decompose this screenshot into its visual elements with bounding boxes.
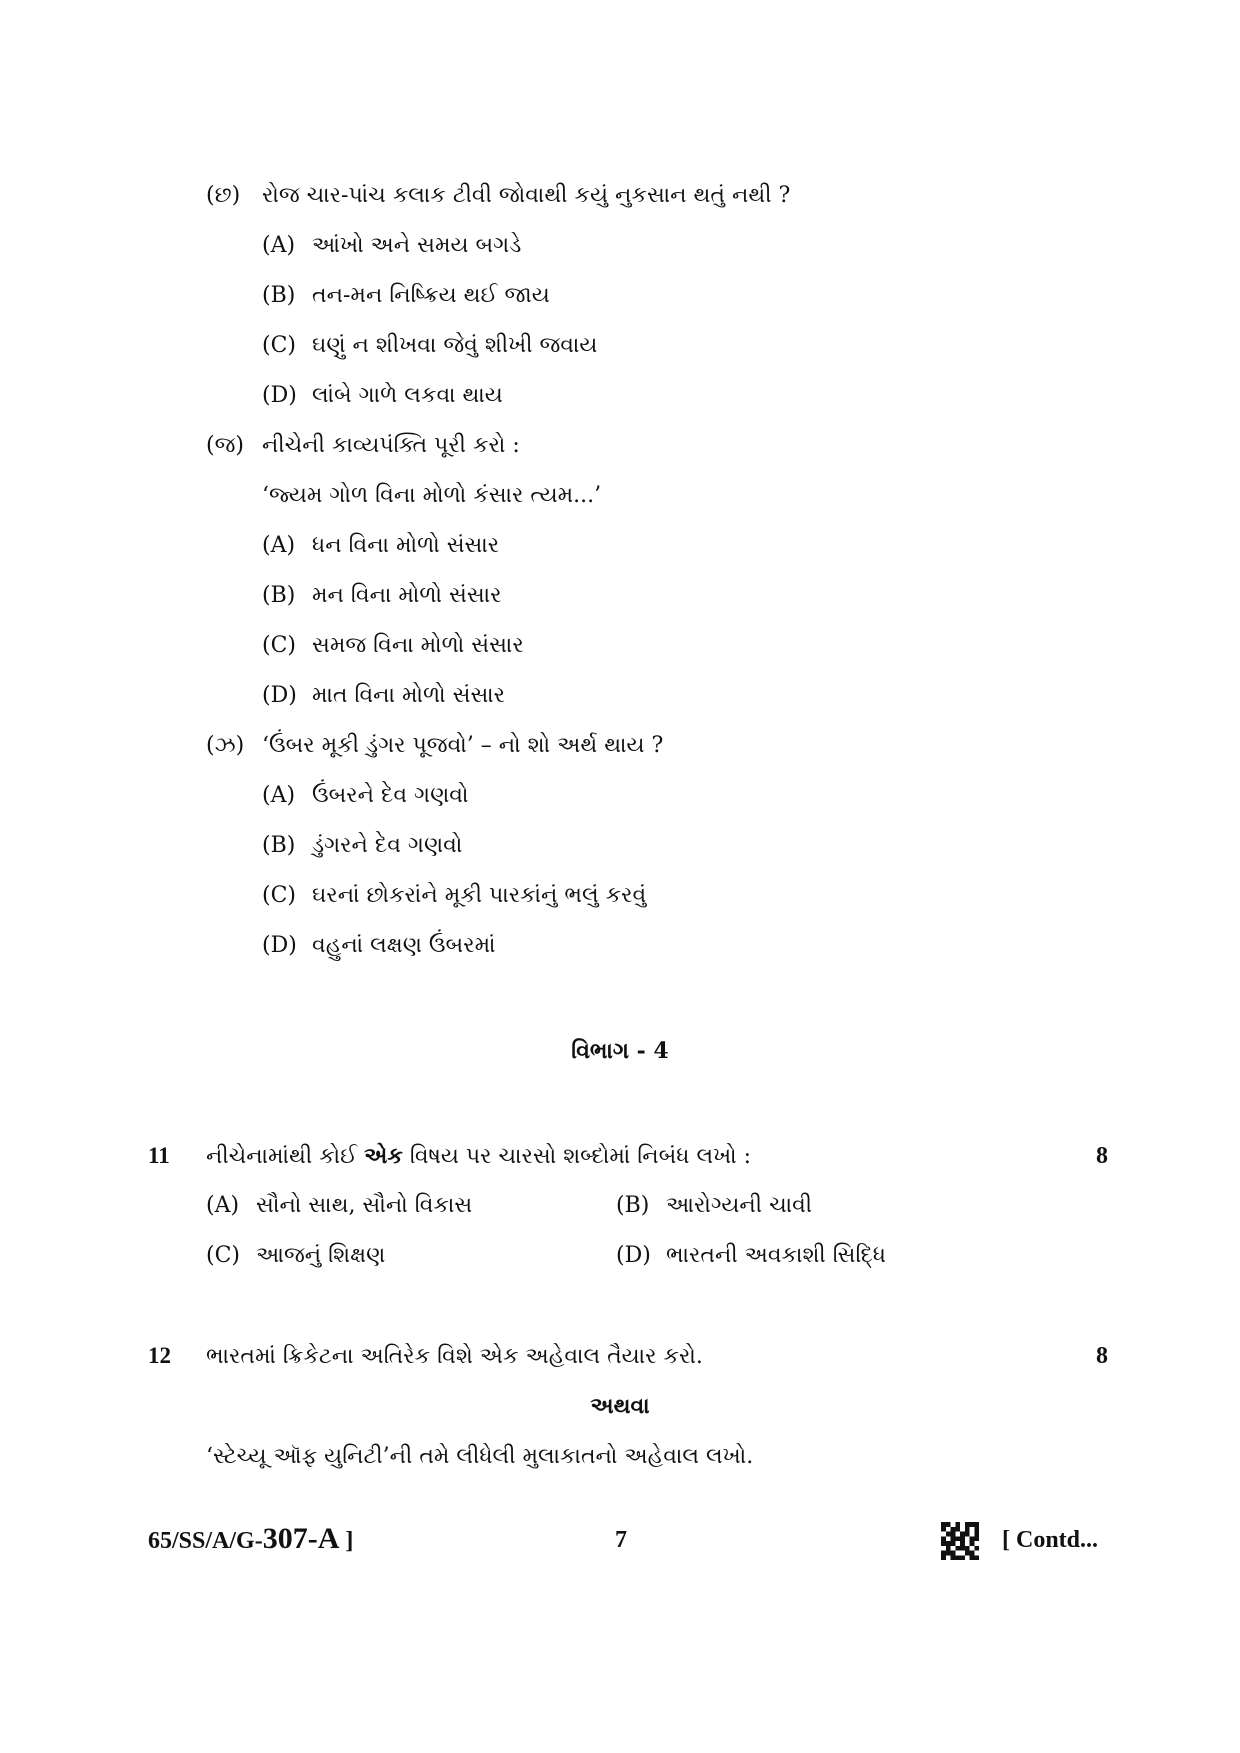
option-text: ઘણું ન શીખવા જેવું શીખી જવાય [312, 333, 598, 358]
option-label: (D) [262, 933, 297, 958]
option-label: (D) [262, 383, 297, 408]
option-a [206, 1191, 472, 1221]
option-b [262, 581, 501, 611]
option-text: સૌનો સાથ, સૌનો વિકાસ [256, 1193, 473, 1218]
option-text: આંખો અને સમય બગડે [312, 233, 522, 258]
question-text: નીચેની કાવ્યપંક્તિ પૂરી કરો : [262, 433, 520, 458]
option-c [206, 1241, 385, 1271]
or-separator: અથવા [590, 1393, 650, 1419]
option-label: (D) [616, 1243, 651, 1268]
option-label: (B) [262, 583, 296, 608]
option-text: આરોગ્યની ચાવી [666, 1193, 813, 1218]
option-text: લાંબે ગાળે લકવા થાય [312, 383, 503, 408]
question-text-bold: એક [364, 1143, 403, 1169]
option-text: માત વિના મોળો સંસાર [312, 683, 506, 708]
option-c [262, 631, 524, 661]
page-number: 7 [615, 1527, 627, 1553]
option-a [262, 231, 521, 261]
paper-code-prefix: 65/SS/A/G- [148, 1528, 263, 1554]
option-text: મન વિના મોળો સંસાર [312, 583, 502, 608]
question-12 [148, 1341, 703, 1372]
marks-q12: 8 [1096, 1343, 1108, 1369]
question-11 [148, 1141, 751, 1172]
option-label: (C) [262, 633, 296, 658]
option-c [262, 331, 597, 361]
continued-label: [ Contd... [1002, 1527, 1099, 1553]
option-d [616, 1241, 886, 1271]
option-text: ધન વિના મોળો સંસાર [312, 533, 500, 558]
option-label: (D) [262, 683, 297, 708]
option-d [262, 681, 505, 711]
option-label: (C) [262, 333, 296, 358]
option-d [262, 931, 496, 961]
option-a [262, 781, 469, 811]
question-text: ‘ઉંબર મૂકી ડુંગર પૂજવો’ – નો શો અર્થ થાય ? [262, 733, 664, 758]
option-label: (A) [262, 233, 296, 258]
poem-line: ‘જ્યમ ગોળ વિના મોળો કંસાર ત્યમ...’ [262, 483, 602, 508]
option-d [262, 381, 503, 411]
option-label: (B) [262, 833, 296, 858]
option-label: (B) [616, 1193, 650, 1218]
option-label: (C) [262, 883, 296, 908]
option-text: તન-મન નિષ્ક્રિય થઈ જાય [312, 283, 550, 308]
question-number: 12 [148, 1343, 171, 1368]
section-heading: વિભાગ - 4 [571, 1038, 669, 1064]
paper-code-suffix: ] [339, 1528, 354, 1554]
option-b [262, 831, 462, 861]
question-chh [206, 181, 790, 211]
question-ja [206, 431, 520, 461]
option-text: વહુનાં લક્ષણ ઉંબરમાં [312, 933, 496, 958]
question-label: (જ) [206, 433, 244, 458]
marks-q11: 8 [1096, 1143, 1108, 1169]
option-text: ઉંબરને દેવ ગણવો [312, 783, 469, 808]
question-label: (ઝ) [206, 733, 245, 758]
question-text: રોજ ચાર-પાંચ કલાક ટીવી જોવાથી કયું નુકસાન થતું નથી ? [262, 183, 791, 208]
option-c [262, 881, 646, 911]
option-a [262, 531, 499, 561]
option-label: (C) [206, 1243, 240, 1268]
option-text: ભારતની અવકાશી સિદ્ધિ [666, 1243, 886, 1268]
option-label: (A) [206, 1193, 240, 1218]
option-text: આજનું શિક્ષણ [256, 1243, 386, 1268]
question-number: 11 [148, 1143, 170, 1168]
question-text-pre: નીચેનામાંથી કોઈ [206, 1144, 365, 1169]
question-text-post: વિષય પર ચારસો શબ્દોમાં નિબંધ લખો : [402, 1144, 752, 1169]
option-label: (B) [262, 283, 296, 308]
option-text: સમજ વિના મોળો સંસાર [312, 633, 524, 658]
paper-code-main: 307-A [262, 1522, 340, 1555]
option-label: (A) [262, 533, 296, 558]
question-text: ભારતમાં ક્રિકેટના અતિરેક વિશે એક અહેવાલ તૈયાર કરો. [206, 1344, 703, 1369]
option-b [616, 1191, 812, 1221]
alternative-question: ‘સ્ટેચ્યૂ ઑફ યુનિટી’ની તમે લીધેલી મુલાકાતનો અહેવાલ લખો. [206, 1444, 754, 1469]
question-jha [206, 731, 663, 761]
option-b [262, 281, 550, 311]
qr-code-icon [940, 1522, 980, 1560]
paper-code [148, 1523, 353, 1557]
option-text: ડુંગરને દેવ ગણવો [312, 833, 463, 858]
question-label: (છ) [206, 183, 241, 208]
option-label: (A) [262, 783, 296, 808]
option-text: ઘરનાં છોકરાંને મૂકી પારકાંનું ભલું કરવું [312, 883, 647, 908]
